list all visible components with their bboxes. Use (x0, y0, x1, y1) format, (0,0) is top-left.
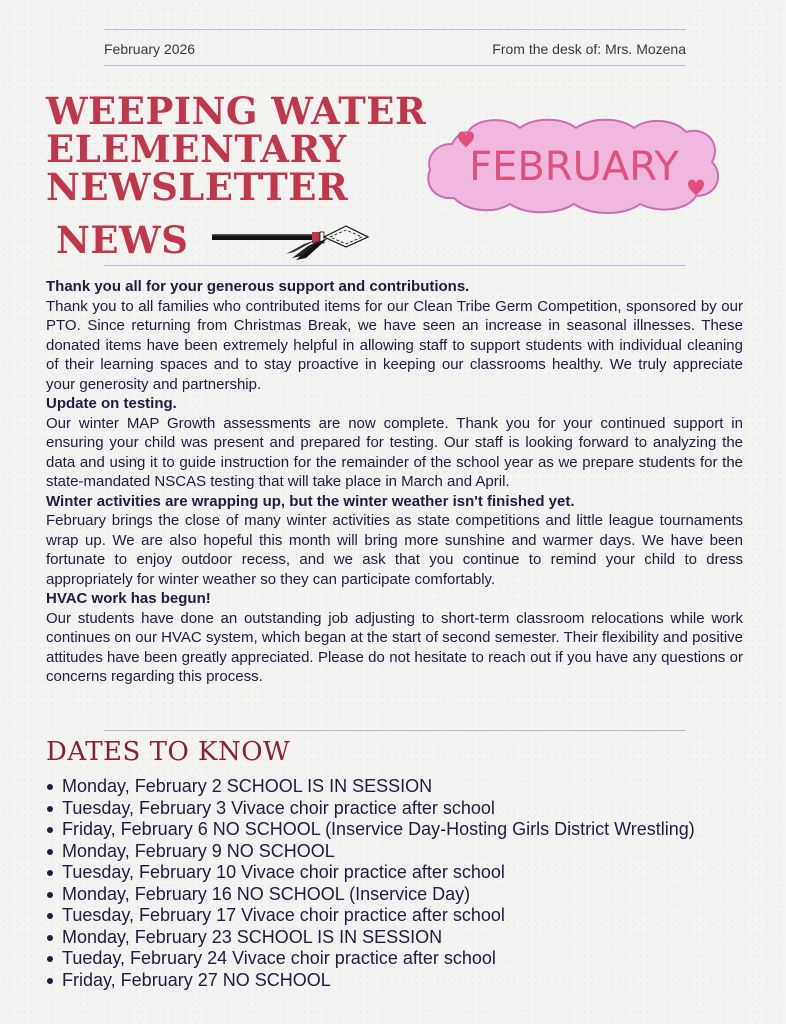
newsletter-body (46, 277, 743, 687)
section-hvac (46, 589, 743, 687)
date-item: Monday, February 23 SCHOOL IS IN SESSION (46, 927, 695, 949)
header-rule (104, 65, 686, 66)
banner-text: FEBRUARY (469, 144, 679, 190)
february-banner (424, 114, 724, 218)
newsletter-title (46, 89, 427, 209)
section-support (46, 277, 743, 394)
section-heading: Thank you all for your generous support and contributions. (46, 278, 470, 295)
title-line-3: NEWSLETTER (46, 165, 349, 209)
date-item: Tuesday, February 17 Vivace choir practice after school (46, 905, 695, 927)
title-line-2: ELEMENTARY (46, 127, 347, 171)
from-line: From the desk of: Mrs. Mozena (492, 41, 686, 57)
top-rule (104, 29, 686, 30)
title-news: NEWS (56, 218, 189, 262)
title-line-1: WEEPING WATER (46, 89, 427, 133)
date-item: Friday, February 6 NO SCHOOL (Inservice Day-Hosting Girls District Wrestling) (46, 819, 695, 841)
date-item: Tuesday, February 3 Vivace choir practice after school (46, 798, 695, 820)
title-rule (104, 265, 686, 266)
section-text: Our students have done an outstanding job adjusting to short-term classroom relocations while work continues on our HVAC system, which began at the start of second semester. Their flexibility and positive attitudes have been greatly appreciated. Please do not hesitate to reach out if you have any questions or concerns regarding this process. (46, 609, 743, 685)
section-heading: Update on testing. (46, 395, 177, 412)
section-text: February brings the close of many winter activities as state competitions and little league tournaments wrap up. We are also hopeful this month will bring more sunshine and warmer days. We have been fortunate to enjoy outdoor recess, and we ask that you continue to remind your child to dress appropriately for winter weather so they can participate comfortably. (46, 512, 743, 588)
date-item: Tueday, February 24 Vivace choir practice after school (46, 948, 695, 970)
date-item: Monday, February 9 NO SCHOOL (46, 841, 695, 863)
dates-title: DATES TO KNOW (46, 737, 291, 767)
section-text: Our winter MAP Growth assessments are now complete. Thank you for your continued support in ensuring your child was present and prepared for testing. Our staff is looking forward to analyzing the data and using it to guide instruction for the remainder of the school year as we prepare students for the state-mandated NSCAS testing that will take place in March and April. (46, 414, 743, 490)
section-testing (46, 394, 743, 492)
section-text: Thank you to all families who contributed items for our Clean Tribe Germ Competition, sponsored by our PTO. Since returning from Christmas Break, we have seen an increase in seasonal illnesses. These donated items have been extremely helpful in allowing staff to support students with individual cleaning of their learning spaces and to stay proactive in keeping our classrooms healthy. We truly appreciate your generosity and partnership. (46, 297, 743, 393)
dates-list (46, 776, 695, 991)
arrow-icon (208, 220, 370, 262)
dates-rule (104, 730, 686, 731)
date-item: Monday, February 2 SCHOOL IS IN SESSION (46, 776, 695, 798)
section-heading: Winter activities are wrapping up, but the winter weather isn't finished yet. (46, 492, 575, 510)
section-winter (46, 492, 743, 590)
date-item: Friday, February 27 NO SCHOOL (46, 970, 695, 992)
section-heading: HVAC work has begun! (46, 590, 211, 607)
date-item: Tuesday, February 10 Vivace choir practice after school (46, 862, 695, 884)
date-item: Monday, February 16 NO SCHOOL (Inservice Day) (46, 884, 695, 906)
issue-date: February 2026 (104, 41, 196, 57)
